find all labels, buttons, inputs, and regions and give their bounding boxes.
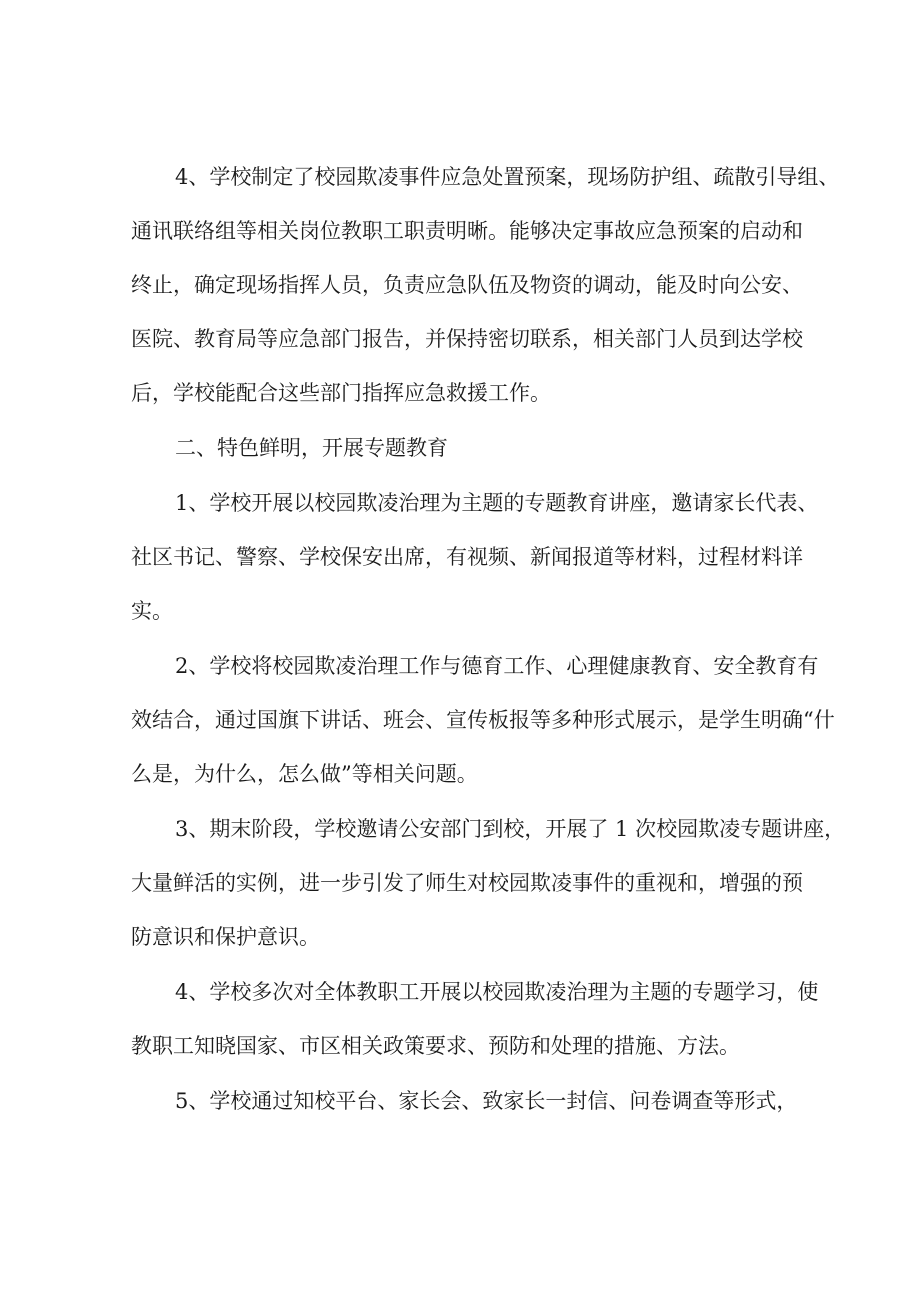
paragraph-parent-communication <box>131 1074 811 1128</box>
text-line: 3、期末阶段，学校邀请公安部门到校，开展了 1 次校园欺凌专题讲座， <box>175 817 846 841</box>
paragraph-lecture <box>131 476 819 638</box>
heading-line: 二、特色鲜明，开展专题教育 <box>175 436 448 460</box>
text-line: 防意识和保护意识。 <box>131 925 320 949</box>
section-heading <box>131 421 811 475</box>
text-line: 么是，为什么，怎么做”等相关问题。 <box>131 762 478 786</box>
text-line: 大量鲜活的实例，进一步引发了师生对校园欺凌事件的重视和，增强的预 <box>131 871 803 895</box>
text-line: 4、学校多次对全体教职工开展以校园欺凌治理为主题的专题学习，使 <box>175 980 819 1004</box>
paragraph-staff-study <box>131 965 819 1073</box>
text-line: 终止，确定现场指挥人员，负责应急队伍及物资的调动，能及时向公安、 <box>131 273 803 297</box>
text-line: 通讯联络组等相关岗位教职工职责明晰。能够决定事故应急预案的启动和 <box>131 219 803 243</box>
text-line: 医院、教育局等应急部门报告，并保持密切联系，相关部门人员到达学校 <box>131 327 803 351</box>
text-line: 实。 <box>131 599 173 623</box>
text-line: 教职工知晓国家、市区相关政策要求、预防和处理的措施、方法。 <box>131 1034 740 1058</box>
text-line: 5、学校通过知校平台、家长会、致家长一封信、问卷调查等形式， <box>175 1089 798 1113</box>
text-line: 1、学校开展以校园欺凌治理为主题的专题教育讲座，邀请家长代表、 <box>175 491 819 515</box>
text-line: 社区书记、警察、学校保安出席，有视频、新闻报道等材料，过程材料详 <box>131 545 803 569</box>
text-line: 4、学校制定了校园欺凌事件应急处置预案，现场防护组、疏散引导组、 <box>175 165 840 189</box>
paragraph-police-lecture <box>131 802 846 964</box>
text-line: 效结合，通过国旗下讲话、班会、宣传板报等多种形式展示，是学生明确“什 <box>131 708 835 732</box>
paragraph-emergency-plan <box>131 150 840 420</box>
text-line: 2、学校将校园欺凌治理工作与德育工作、心理健康教育、安全教育有 <box>175 654 819 678</box>
paragraph-moral-education <box>131 639 835 801</box>
text-line: 后，学校能配合这些部门指挥应急救援工作。 <box>131 381 551 405</box>
